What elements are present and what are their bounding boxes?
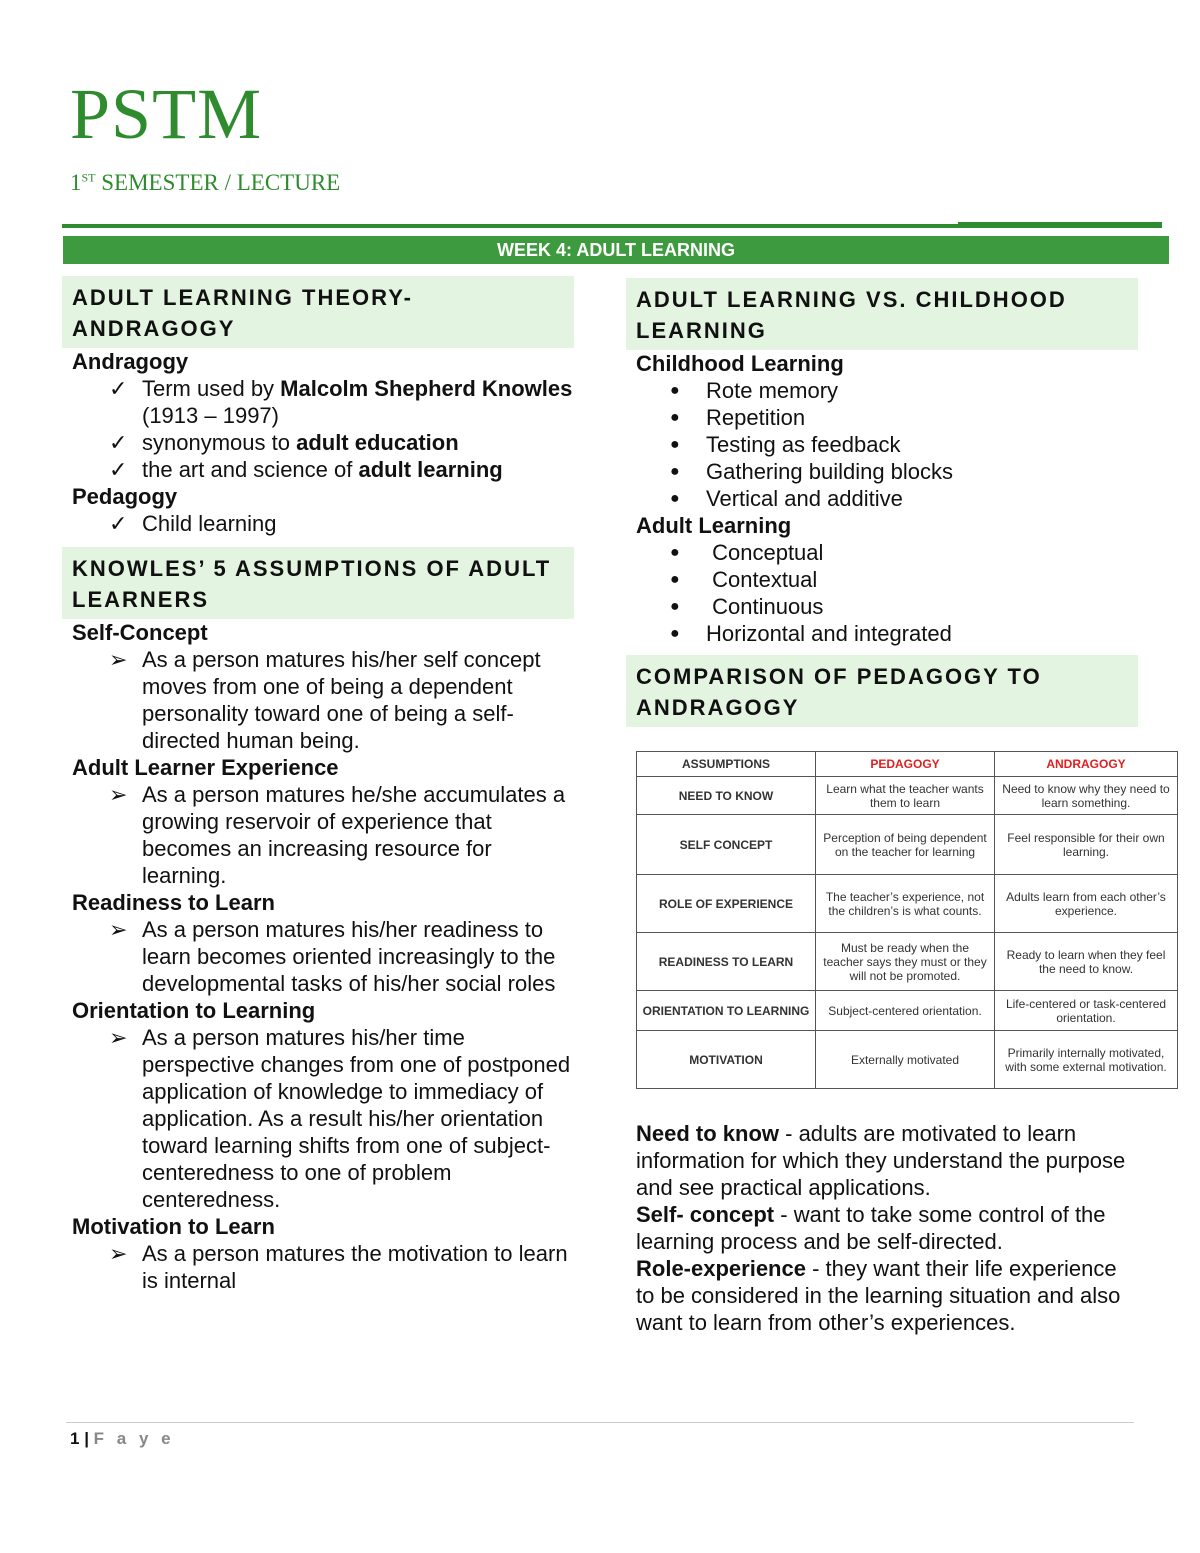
arrow-bullet-icon: ➢ [109, 1025, 128, 1050]
list-item: ➢ As a person matures his/her time perspective changes from one of postponed application of knowledge to immediacy of application. As a result his/her orientation toward learning shifts from one of subject- centeredness to one of problem centeredness. [109, 1025, 571, 1212]
list-item: ● Horizontal and integrated [670, 621, 952, 646]
list-item: ✓ synonymous to adult education [109, 430, 459, 455]
page-footer: 1 | F a y e [70, 1429, 175, 1448]
section-heading-assumptions: KNOWLES’ 5 ASSUMPTIONS OF ADULT LEARNERS [62, 547, 574, 619]
bullet-icon: ● [670, 571, 680, 588]
assumption-heading: Motivation to Learn [72, 1214, 275, 1239]
list-item: ● Vertical and additive [670, 486, 903, 511]
list-item: ● Conceptual [670, 540, 824, 565]
childhood-list [626, 377, 1181, 512]
arrow-bullet-icon: ➢ [109, 1241, 128, 1266]
arrow-bullet-icon: ➢ [109, 782, 128, 807]
childhood-heading: Childhood Learning [636, 351, 844, 376]
list-item: ➢ As a person matures he/she accumulates a growing reservoir of experience that becomes an increasing resource for learning. [109, 782, 566, 888]
table-header: ANDRAGOGY [995, 752, 1178, 777]
assumption-heading: Self-Concept [72, 620, 208, 645]
list-item: ● Contextual [670, 567, 818, 592]
list-item: ➢ As a person matures the motivation to learn is internal [109, 1241, 568, 1293]
bullet-icon: ● [670, 436, 680, 453]
author-name: F a y e [93, 1429, 175, 1448]
list-item: ● Continuous [670, 594, 824, 619]
table-row: ORIENTATION TO LEARNING Subject-centered orientation. Life-centered or task-centered orientation. [637, 991, 1178, 1031]
bullet-icon: ● [670, 598, 680, 615]
left-column [62, 276, 574, 1294]
table-row: MOTIVATION Externally motivated Primarily internally motivated, with some external motivation. [637, 1031, 1178, 1089]
assumption-heading: Orientation to Learning [72, 998, 316, 1023]
bullet-icon: ● [670, 544, 680, 561]
header-divider-accent [958, 222, 1162, 228]
list-item: ➢ As a person matures his/her readiness to learn becomes oriented increasingly to the developmental tasks of his/her social roles [109, 917, 556, 996]
semester-subtitle: 1ST SEMESTER / LECTURE [70, 170, 341, 195]
pedagogy-heading: Pedagogy [72, 484, 178, 509]
bullet-icon: ● [670, 490, 680, 507]
bullet-icon: ● [670, 382, 680, 399]
bullet-icon: ● [670, 409, 680, 426]
checkmark-icon: ✓ [109, 430, 128, 455]
checkmark-icon: ✓ [109, 511, 128, 536]
list-item: ➢ As a person matures his/her self concept moves from one of being a dependent personality toward one of being a self-directed human being. [109, 647, 541, 753]
andragogy-list [62, 375, 574, 483]
adult-list [626, 539, 1181, 647]
pedagogy-list [62, 510, 574, 537]
section-heading-comparison: ADULT LEARNING VS. CHILDHOOD LEARNING [626, 278, 1138, 350]
list-item: ✓ Term used by Malcolm Shepherd Knowles (1913 – 1997) [109, 376, 573, 428]
arrow-bullet-icon: ➢ [109, 647, 128, 672]
table-row: NEED TO KNOW Learn what the teacher wants them to learn Need to know why they need to learn something. [637, 777, 1178, 815]
section-heading-pedagogy-andragogy: COMPARISON OF PEDAGOGY TO ANDRAGOGY [626, 655, 1138, 727]
list-item: ● Rote memory [670, 378, 839, 403]
list-item: ● Testing as feedback [670, 432, 901, 457]
table-row: SELF CONCEPT Perception of being dependent on the teacher for learning Feel responsible for their own learning. [637, 815, 1178, 875]
arrow-bullet-icon: ➢ [109, 917, 128, 942]
document-title: PSTM [70, 74, 263, 154]
andragogy-heading: Andragogy [72, 349, 189, 374]
list-item: ● Repetition [670, 405, 806, 430]
table-header: ASSUMPTIONS [637, 752, 816, 777]
assumption-heading: Adult Learner Experience [72, 755, 339, 780]
list-item: ✓ Child learning [109, 511, 277, 536]
bullet-icon: ● [670, 463, 680, 480]
table-header-row [637, 752, 1178, 777]
page-number: 1 [70, 1429, 80, 1448]
list-item: ● Gathering building blocks [670, 459, 954, 484]
table-row: READINESS TO LEARN Must be ready when the teacher says they must or they will not be promoted. Ready to learn when they feel the need to know. [637, 933, 1178, 991]
checkmark-icon: ✓ [109, 457, 128, 482]
notes-block [636, 1120, 1136, 1336]
note-paragraph: Role-experience - they want their life experience to be considered in the learning situation and also want to learn from other’s experiences. [636, 1256, 1121, 1335]
checkmark-icon: ✓ [109, 376, 128, 401]
section-heading-andragogy: ADULT LEARNING THEORY- ANDRAGOGY [62, 276, 574, 348]
note-paragraph: Self- concept - want to take some control of the learning process and be self-directed. [636, 1202, 1106, 1254]
comparison-table [636, 751, 1178, 1089]
bullet-icon: ● [670, 625, 680, 642]
table-header: PEDAGOGY [816, 752, 995, 777]
footer-divider [66, 1422, 1134, 1423]
right-column [626, 278, 1181, 727]
adult-heading: Adult Learning [636, 513, 792, 538]
week-banner: WEEK 4: ADULT LEARNING [63, 236, 1169, 264]
list-item: ✓ the art and science of adult learning [109, 457, 503, 482]
table-row: ROLE OF EXPERIENCE The teacher’s experience, not the children’s is what counts. Adults learn from each other’s experience. [637, 875, 1178, 933]
note-paragraph: Need to know - adults are motivated to learn information for which they understand the purpose and see practical applications. [636, 1121, 1126, 1200]
assumption-heading: Readiness to Learn [72, 890, 275, 915]
